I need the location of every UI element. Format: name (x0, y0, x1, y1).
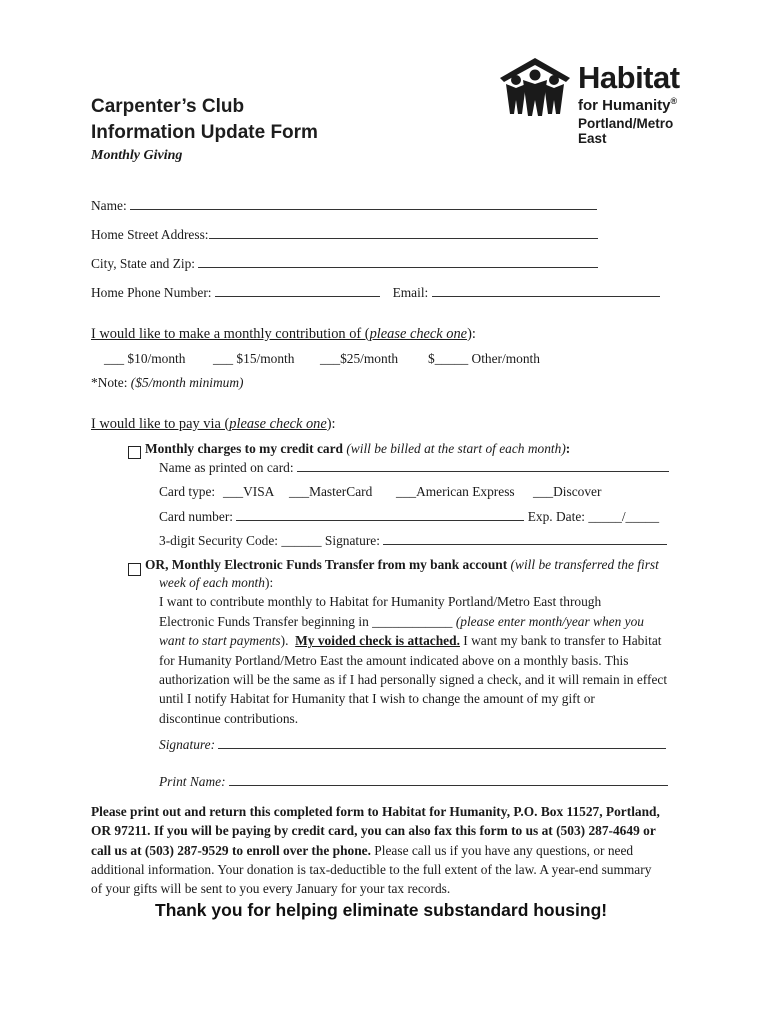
eft-note-1: (will be transferred the first (510, 557, 659, 572)
note-label: *Note: (91, 375, 131, 390)
thank-you-message: Thank you for helping eliminate substandard housing! (155, 900, 608, 920)
credit-card-label: Monthly charges to my credit card (145, 441, 343, 456)
amount-other[interactable]: $_____ Other/month (428, 351, 540, 366)
eft-label: OR, Monthly Electronic Funds Transfer from my bank account (145, 557, 508, 572)
eft-line-5: authorization will be the same as if I had personally signed a check, and it will remain in effect (159, 672, 668, 688)
instructions-line-3: Please call us if you have any questions, or need (370, 842, 634, 858)
eft-line-4: for Humanity Portland/Metro East the amount indicated above on a monthly basis. This (159, 652, 629, 668)
credit-card-option (145, 441, 570, 457)
habitat-logo (496, 52, 696, 146)
instructions-line-3-bold: call us at (503) 287-9529 to enroll over the phone. (91, 842, 371, 858)
eft-signature-field[interactable] (218, 737, 666, 749)
street-field[interactable] (209, 227, 598, 239)
eft-signature-row (159, 737, 666, 753)
cc-signature-label: Signature: (324, 533, 380, 548)
credit-card-checkbox[interactable] (128, 446, 141, 459)
form-title-line1: Carpenter’s Club (91, 96, 245, 117)
eft-option (145, 557, 659, 573)
instructions-paragraph (91, 802, 691, 898)
eft-line-6: until I notify Habitat for Humanity that I wish to change the amount of my gift or (159, 691, 595, 707)
form-title-line2: Information Update Form (91, 122, 318, 143)
instructions-line-1: Please print out and return this completed form to Habitat for Humanity, P.O. Box 11527, Portland, (91, 804, 660, 819)
eft-line-3a: want to start payments (159, 633, 281, 649)
logo-registered-mark: ® (670, 96, 678, 106)
voided-check-note: My voided check is attached. (295, 633, 460, 649)
payment-heading (91, 416, 336, 433)
eft-print-name-field[interactable] (229, 774, 668, 786)
amount-10[interactable]: ___ $10/month (104, 351, 186, 366)
credit-card-colon: : (565, 441, 571, 456)
eft-note-close: ): (264, 575, 274, 590)
card-type-mastercard[interactable]: ___MasterCard (289, 484, 373, 499)
amount-15[interactable]: ___ $15/month (213, 351, 295, 366)
card-type-visa[interactable]: ___VISA (223, 484, 275, 499)
exp-date-field[interactable]: _____/_____ (588, 509, 660, 524)
card-type-amex[interactable]: ___American Express (396, 484, 515, 499)
eft-paragraph (159, 573, 684, 728)
name-label: Name: (91, 198, 127, 213)
eft-line-7: discontinue contributions. (159, 710, 299, 726)
card-number-field[interactable] (236, 509, 524, 521)
contribution-heading (91, 326, 476, 343)
eft-line-3d: I want my bank to transfer to Habitat (459, 633, 662, 649)
eft-print-name-row (159, 774, 668, 790)
security-code-field[interactable]: ______ (281, 533, 322, 548)
name-row (91, 198, 597, 214)
exp-date-label: Exp. Date: (527, 509, 585, 524)
name-field[interactable] (130, 198, 597, 210)
name-on-card-field[interactable] (297, 460, 669, 472)
contribution-heading-close: ): (467, 326, 476, 342)
email-label: Email: (392, 285, 429, 300)
card-type-discover[interactable]: ___Discover (533, 484, 602, 499)
payment-heading-close: ): (326, 416, 336, 432)
instructions-line-4: additional information. Your donation is tax-deductible to the full extent of the law. A year-end summary (91, 861, 652, 877)
card-type-label: Card type: (159, 484, 216, 499)
email-field[interactable] (432, 285, 660, 297)
city-label: City, State and Zip: (91, 256, 196, 271)
eft-line-3b: ). (280, 633, 296, 649)
eft-print-name-label: Print Name: (159, 774, 226, 789)
eft-checkbox[interactable] (128, 563, 141, 576)
habitat-house-people-icon (496, 54, 574, 120)
form-subtitle: Monthly Giving (91, 148, 183, 163)
minimum-note (91, 375, 244, 391)
phone-email-row (91, 285, 660, 301)
eft-line-2b: (please enter month/year when you (455, 613, 644, 629)
eft-line-1: I want to contribute monthly to Habitat for Humanity Portland/Metro East through (159, 594, 602, 610)
street-row (91, 227, 598, 243)
eft-signature-label: Signature: (159, 737, 216, 752)
instructions-line-2: OR 97211. If you will be paying by credit card, you can also fax this form to us at (503) 287-4649 or (91, 823, 656, 839)
card-number-row (159, 509, 659, 525)
phone-label: Home Phone Number: (91, 285, 212, 300)
credit-card-note: (will be billed at the start of each month) (346, 441, 566, 456)
street-label: Home Street Address: (91, 227, 209, 242)
payment-heading-text: I would like to pay via ( (91, 416, 230, 432)
contribution-heading-italic: please check one (369, 326, 468, 342)
note-text: ($5/month minimum) (130, 375, 244, 390)
contribution-heading-text: I would like to make a monthly contribution of ( (91, 326, 370, 342)
city-row (91, 256, 598, 272)
instructions-line-5: of your gifts will be sent to you every January for your tax records. (91, 881, 451, 897)
name-on-card-row (159, 460, 669, 476)
card-number-label: Card number: (159, 509, 234, 524)
security-code-label: 3-digit Security Code: (159, 533, 279, 548)
logo-chapter: Portland/Metro East (578, 116, 674, 146)
phone-field[interactable] (215, 285, 380, 297)
logo-habitat-word: Habitat (578, 60, 680, 95)
eft-note-2: week of each month (159, 575, 265, 590)
security-row (159, 533, 667, 549)
cc-signature-field[interactable] (383, 533, 667, 545)
eft-line-2a: Electronic Funds Transfer beginning in ____________ (159, 613, 456, 629)
name-on-card-label: Name as printed on card: (159, 460, 294, 475)
logo-line2: for Humanity (578, 97, 671, 114)
city-field[interactable] (198, 256, 598, 268)
amount-25[interactable]: ___$25/month (320, 351, 399, 366)
payment-heading-italic: please check one (229, 416, 327, 432)
logo-for-humanity (578, 96, 677, 114)
